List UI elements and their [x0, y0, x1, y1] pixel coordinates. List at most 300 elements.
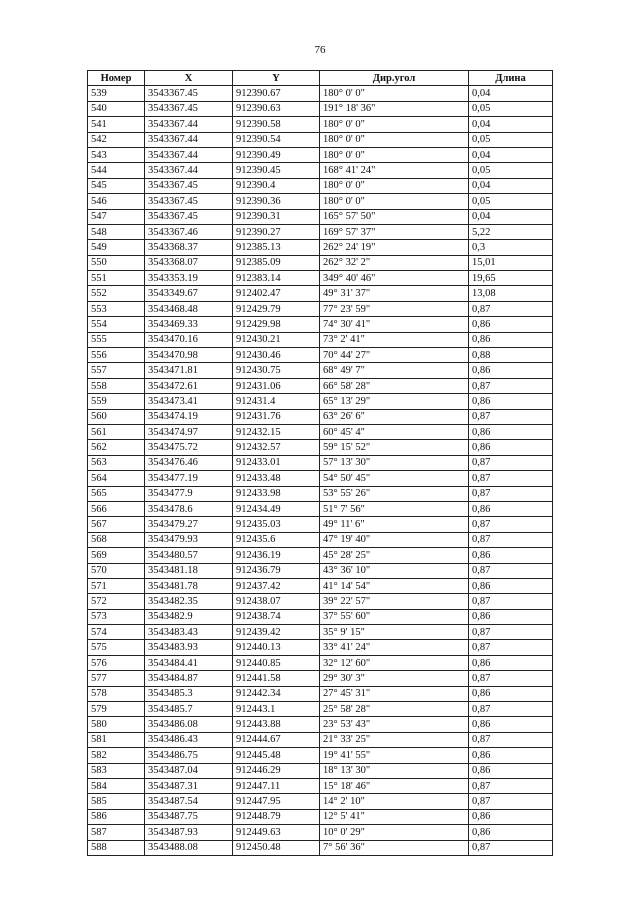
cell-direction-angle: 47° 19' 40" [320, 532, 469, 547]
cell-y: 912443.1 [233, 702, 320, 717]
cell-y: 912444.67 [233, 732, 320, 747]
cell-number: 562 [88, 440, 145, 455]
cell-length: 0,87 [469, 471, 553, 486]
table-row [88, 455, 553, 470]
cell-direction-angle: 180° 0' 0" [320, 117, 469, 132]
cell-y: 912447.95 [233, 794, 320, 809]
cell-x: 3543470.98 [145, 348, 233, 363]
cell-y: 912430.21 [233, 332, 320, 347]
table-row [88, 194, 553, 209]
column-header-length: Длина [469, 71, 553, 86]
cell-length: 0,86 [469, 317, 553, 332]
cell-number: 554 [88, 317, 145, 332]
table-row [88, 594, 553, 609]
cell-direction-angle: 180° 0' 0" [320, 86, 469, 101]
cell-number: 572 [88, 594, 145, 609]
cell-number: 548 [88, 224, 145, 239]
cell-direction-angle: 37° 55' 60" [320, 609, 469, 624]
cell-x: 3543473.41 [145, 394, 233, 409]
cell-number: 552 [88, 286, 145, 301]
cell-direction-angle: 45° 28' 25" [320, 548, 469, 563]
cell-length: 0,87 [469, 455, 553, 470]
table-row [88, 224, 553, 239]
cell-x: 3543482.35 [145, 594, 233, 609]
table-row [88, 332, 553, 347]
cell-y: 912432.57 [233, 440, 320, 455]
table-row [88, 378, 553, 393]
cell-number: 582 [88, 748, 145, 763]
cell-number: 543 [88, 147, 145, 162]
cell-number: 547 [88, 209, 145, 224]
cell-number: 553 [88, 301, 145, 316]
cell-direction-angle: 33° 41' 24" [320, 640, 469, 655]
cell-number: 561 [88, 424, 145, 439]
table-row [88, 132, 553, 147]
cell-direction-angle: 73° 2' 41" [320, 332, 469, 347]
cell-direction-angle: 57° 13' 30" [320, 455, 469, 470]
cell-length: 0,87 [469, 563, 553, 578]
cell-x: 3543367.44 [145, 117, 233, 132]
cell-x: 3543484.41 [145, 655, 233, 670]
cell-length: 0,86 [469, 440, 553, 455]
cell-x: 3543485.3 [145, 686, 233, 701]
cell-y: 912390.45 [233, 163, 320, 178]
page-number: 76 [314, 44, 326, 56]
cell-x: 3543474.19 [145, 409, 233, 424]
cell-x: 3543479.93 [145, 532, 233, 547]
table-row [88, 532, 553, 547]
table-row [88, 686, 553, 701]
cell-direction-angle: 15° 18' 46" [320, 778, 469, 793]
cell-length: 0,3 [469, 240, 553, 255]
cell-number: 571 [88, 578, 145, 593]
cell-y: 912436.79 [233, 563, 320, 578]
cell-length: 0,88 [469, 348, 553, 363]
cell-direction-angle: 349° 40' 46" [320, 271, 469, 286]
cell-y: 912440.85 [233, 655, 320, 670]
cell-y: 912402.47 [233, 286, 320, 301]
cell-x: 3543477.9 [145, 486, 233, 501]
cell-length: 0,87 [469, 486, 553, 501]
cell-direction-angle: 51° 7' 56" [320, 501, 469, 516]
table-row [88, 778, 553, 793]
column-header-x: X [145, 71, 233, 86]
cell-direction-angle: 7° 56' 36" [320, 840, 469, 855]
cell-length: 0,05 [469, 101, 553, 116]
cell-y: 912385.13 [233, 240, 320, 255]
cell-number: 563 [88, 455, 145, 470]
table-row [88, 240, 553, 255]
cell-y: 912450.48 [233, 840, 320, 855]
cell-y: 912390.4 [233, 178, 320, 193]
cell-length: 0,87 [469, 594, 553, 609]
cell-direction-angle: 66° 58' 28" [320, 378, 469, 393]
cell-x: 3543353.19 [145, 271, 233, 286]
cell-number: 579 [88, 702, 145, 717]
cell-length: 0,86 [469, 578, 553, 593]
cell-x: 3543487.93 [145, 825, 233, 840]
table-row [88, 794, 553, 809]
cell-direction-angle: 39° 22' 57" [320, 594, 469, 609]
cell-length: 0,87 [469, 702, 553, 717]
table-row [88, 748, 553, 763]
cell-y: 912433.01 [233, 455, 320, 470]
cell-direction-angle: 168° 41' 24" [320, 163, 469, 178]
table-row [88, 286, 553, 301]
cell-length: 0,04 [469, 209, 553, 224]
cell-number: 564 [88, 471, 145, 486]
cell-direction-angle: 19° 41' 55" [320, 748, 469, 763]
table-row [88, 471, 553, 486]
cell-y: 912437.42 [233, 578, 320, 593]
cell-length: 0,04 [469, 86, 553, 101]
cell-direction-angle: 74° 30' 41" [320, 317, 469, 332]
cell-number: 570 [88, 563, 145, 578]
cell-y: 912431.4 [233, 394, 320, 409]
cell-y: 912390.36 [233, 194, 320, 209]
table-row [88, 163, 553, 178]
cell-number: 551 [88, 271, 145, 286]
cell-x: 3543478.6 [145, 501, 233, 516]
cell-y: 912431.76 [233, 409, 320, 424]
cell-length: 0,04 [469, 178, 553, 193]
cell-y: 912383.14 [233, 271, 320, 286]
cell-x: 3543475.72 [145, 440, 233, 455]
cell-number: 581 [88, 732, 145, 747]
cell-direction-angle: 29° 30' 3" [320, 671, 469, 686]
cell-direction-angle: 191° 18' 36" [320, 101, 469, 116]
cell-length: 0,87 [469, 409, 553, 424]
cell-direction-angle: 180° 0' 0" [320, 178, 469, 193]
table-row [88, 840, 553, 855]
cell-y: 912390.54 [233, 132, 320, 147]
cell-x: 3543482.9 [145, 609, 233, 624]
cell-direction-angle: 70° 44' 27" [320, 348, 469, 363]
cell-y: 912429.79 [233, 301, 320, 316]
column-header-number: Номер [88, 71, 145, 86]
cell-length: 0,86 [469, 686, 553, 701]
cell-number: 587 [88, 825, 145, 840]
cell-number: 566 [88, 501, 145, 516]
cell-length: 0,86 [469, 748, 553, 763]
table-row [88, 717, 553, 732]
table-row [88, 517, 553, 532]
cell-x: 3543481.18 [145, 563, 233, 578]
cell-y: 912440.13 [233, 640, 320, 655]
cell-length: 0,86 [469, 424, 553, 439]
cell-direction-angle: 32° 12' 60" [320, 655, 469, 670]
cell-x: 3543472.61 [145, 378, 233, 393]
table-row [88, 655, 553, 670]
cell-direction-angle: 54° 50' 45" [320, 471, 469, 486]
cell-length: 0,86 [469, 655, 553, 670]
cell-length: 0,87 [469, 640, 553, 655]
cell-number: 588 [88, 840, 145, 855]
cell-length: 0,87 [469, 517, 553, 532]
cell-direction-angle: 180° 0' 0" [320, 147, 469, 162]
table-row [88, 101, 553, 116]
cell-direction-angle: 49° 11' 6" [320, 517, 469, 532]
cell-x: 3543480.57 [145, 548, 233, 563]
cell-y: 912430.46 [233, 348, 320, 363]
cell-x: 3543487.54 [145, 794, 233, 809]
table-row [88, 578, 553, 593]
cell-y: 912436.19 [233, 548, 320, 563]
cell-number: 559 [88, 394, 145, 409]
cell-direction-angle: 10° 0' 29" [320, 825, 469, 840]
cell-length: 0,86 [469, 609, 553, 624]
cell-x: 3543469.33 [145, 317, 233, 332]
cell-y: 912390.27 [233, 224, 320, 239]
cell-y: 912443.88 [233, 717, 320, 732]
cell-length: 0,86 [469, 363, 553, 378]
table-row [88, 209, 553, 224]
cell-length: 13,08 [469, 286, 553, 301]
cell-direction-angle: 49° 31' 37" [320, 286, 469, 301]
cell-number: 584 [88, 778, 145, 793]
cell-x: 3543483.93 [145, 640, 233, 655]
cell-y: 912438.07 [233, 594, 320, 609]
cell-number: 556 [88, 348, 145, 363]
column-header-y: Y [233, 71, 320, 86]
cell-direction-angle: 25° 58' 28" [320, 702, 469, 717]
cell-direction-angle: 169° 57' 37" [320, 224, 469, 239]
cell-x: 3543485.7 [145, 702, 233, 717]
cell-x: 3543471.81 [145, 363, 233, 378]
cell-length: 0,86 [469, 332, 553, 347]
cell-number: 545 [88, 178, 145, 193]
cell-number: 569 [88, 548, 145, 563]
cell-direction-angle: 35° 9' 15" [320, 625, 469, 640]
table-row [88, 394, 553, 409]
table-row [88, 348, 553, 363]
cell-y: 912442.34 [233, 686, 320, 701]
cell-y: 912439.42 [233, 625, 320, 640]
cell-direction-angle: 77° 23' 59" [320, 301, 469, 316]
cell-number: 580 [88, 717, 145, 732]
cell-x: 3543367.45 [145, 194, 233, 209]
cell-x: 3543368.37 [145, 240, 233, 255]
table-row [88, 809, 553, 824]
cell-number: 546 [88, 194, 145, 209]
cell-y: 912390.67 [233, 86, 320, 101]
cell-direction-angle: 23° 53' 43" [320, 717, 469, 732]
cell-number: 576 [88, 655, 145, 670]
cell-direction-angle: 68° 49' 7" [320, 363, 469, 378]
cell-number: 574 [88, 625, 145, 640]
cell-y: 912385.09 [233, 255, 320, 270]
cell-x: 3543468.48 [145, 301, 233, 316]
coordinates-table [87, 70, 553, 856]
cell-number: 539 [88, 86, 145, 101]
table-header-row [88, 71, 553, 86]
table-row [88, 501, 553, 516]
cell-y: 912390.31 [233, 209, 320, 224]
cell-number: 575 [88, 640, 145, 655]
cell-length: 0,05 [469, 132, 553, 147]
table-row [88, 625, 553, 640]
cell-number: 549 [88, 240, 145, 255]
cell-length: 0,87 [469, 301, 553, 316]
cell-y: 912431.06 [233, 378, 320, 393]
cell-direction-angle: 21° 33' 25" [320, 732, 469, 747]
table-row [88, 255, 553, 270]
cell-x: 3543487.04 [145, 763, 233, 778]
cell-y: 912435.03 [233, 517, 320, 532]
table-row [88, 671, 553, 686]
cell-direction-angle: 165° 57' 50" [320, 209, 469, 224]
cell-number: 573 [88, 609, 145, 624]
cell-length: 0,87 [469, 671, 553, 686]
table-row [88, 702, 553, 717]
cell-number: 558 [88, 378, 145, 393]
cell-length: 19,65 [469, 271, 553, 286]
cell-number: 567 [88, 517, 145, 532]
table-body [88, 86, 553, 856]
cell-x: 3543367.46 [145, 224, 233, 239]
table-row [88, 486, 553, 501]
cell-direction-angle: 262° 32' 2" [320, 255, 469, 270]
table-row [88, 563, 553, 578]
cell-number: 586 [88, 809, 145, 824]
cell-x: 3543477.19 [145, 471, 233, 486]
cell-direction-angle: 18° 13' 30" [320, 763, 469, 778]
cell-y: 912429.98 [233, 317, 320, 332]
cell-length: 0,87 [469, 625, 553, 640]
cell-direction-angle: 59° 15' 52" [320, 440, 469, 455]
table-row [88, 548, 553, 563]
cell-number: 541 [88, 117, 145, 132]
cell-length: 0,87 [469, 532, 553, 547]
cell-y: 912447.11 [233, 778, 320, 793]
cell-number: 577 [88, 671, 145, 686]
cell-x: 3543367.45 [145, 209, 233, 224]
cell-x: 3543367.44 [145, 163, 233, 178]
cell-y: 912446.29 [233, 763, 320, 778]
cell-direction-angle: 60° 45' 4" [320, 424, 469, 439]
cell-direction-angle: 180° 0' 0" [320, 194, 469, 209]
cell-number: 585 [88, 794, 145, 809]
cell-y: 912390.58 [233, 117, 320, 132]
table-row [88, 317, 553, 332]
cell-x: 3543488.08 [145, 840, 233, 855]
cell-y: 912433.48 [233, 471, 320, 486]
cell-length: 0,05 [469, 163, 553, 178]
cell-y: 912435.6 [233, 532, 320, 547]
table-row [88, 271, 553, 286]
cell-direction-angle: 14° 2' 10" [320, 794, 469, 809]
cell-y: 912438.74 [233, 609, 320, 624]
cell-x: 3543367.45 [145, 101, 233, 116]
cell-length: 0,04 [469, 147, 553, 162]
cell-length: 0,86 [469, 825, 553, 840]
cell-y: 912433.98 [233, 486, 320, 501]
table-row [88, 732, 553, 747]
cell-y: 912448.79 [233, 809, 320, 824]
cell-x: 3543484.87 [145, 671, 233, 686]
cell-x: 3543367.45 [145, 178, 233, 193]
cell-length: 0,86 [469, 809, 553, 824]
cell-length: 0,86 [469, 763, 553, 778]
cell-y: 912390.63 [233, 101, 320, 116]
cell-direction-angle: 180° 0' 0" [320, 132, 469, 147]
cell-number: 565 [88, 486, 145, 501]
cell-y: 912390.49 [233, 147, 320, 162]
table-row [88, 363, 553, 378]
cell-length: 0,86 [469, 394, 553, 409]
cell-length: 0,04 [469, 117, 553, 132]
cell-direction-angle: 65° 13' 29" [320, 394, 469, 409]
column-header-direction-angle: Дир.угол [320, 71, 469, 86]
cell-direction-angle: 63° 26' 6" [320, 409, 469, 424]
table-row [88, 147, 553, 162]
table-row [88, 86, 553, 101]
cell-length: 0,87 [469, 794, 553, 809]
cell-number: 550 [88, 255, 145, 270]
table-row [88, 301, 553, 316]
cell-length: 5,22 [469, 224, 553, 239]
cell-x: 3543483.43 [145, 625, 233, 640]
cell-x: 3543479.27 [145, 517, 233, 532]
cell-x: 3543368.07 [145, 255, 233, 270]
cell-number: 578 [88, 686, 145, 701]
table-row [88, 117, 553, 132]
cell-length: 0,05 [469, 194, 553, 209]
cell-x: 3543487.31 [145, 778, 233, 793]
cell-number: 583 [88, 763, 145, 778]
table-row [88, 825, 553, 840]
cell-number: 557 [88, 363, 145, 378]
table-row [88, 763, 553, 778]
cell-length: 0,87 [469, 732, 553, 747]
cell-y: 912449.63 [233, 825, 320, 840]
table-row [88, 640, 553, 655]
cell-direction-angle: 12° 5' 41" [320, 809, 469, 824]
cell-y: 912441.58 [233, 671, 320, 686]
cell-y: 912445.48 [233, 748, 320, 763]
cell-number: 540 [88, 101, 145, 116]
cell-x: 3543486.75 [145, 748, 233, 763]
cell-x: 3543486.43 [145, 732, 233, 747]
cell-x: 3543367.44 [145, 147, 233, 162]
cell-x: 3543487.75 [145, 809, 233, 824]
table-row [88, 424, 553, 439]
cell-length: 0,87 [469, 778, 553, 793]
table-row [88, 440, 553, 455]
cell-x: 3543474.97 [145, 424, 233, 439]
cell-direction-angle: 262° 24' 19" [320, 240, 469, 255]
cell-x: 3543367.44 [145, 132, 233, 147]
cell-y: 912432.15 [233, 424, 320, 439]
cell-x: 3543481.78 [145, 578, 233, 593]
cell-length: 0,86 [469, 501, 553, 516]
cell-x: 3543470.16 [145, 332, 233, 347]
cell-length: 0,86 [469, 717, 553, 732]
table-row [88, 609, 553, 624]
cell-number: 542 [88, 132, 145, 147]
cell-number: 555 [88, 332, 145, 347]
cell-x: 3543367.45 [145, 86, 233, 101]
cell-length: 0,87 [469, 378, 553, 393]
table-row [88, 178, 553, 193]
cell-direction-angle: 27° 45' 31" [320, 686, 469, 701]
cell-length: 0,86 [469, 548, 553, 563]
cell-direction-angle: 41° 14' 54" [320, 578, 469, 593]
cell-length: 0,87 [469, 840, 553, 855]
cell-number: 560 [88, 409, 145, 424]
cell-direction-angle: 43° 36' 10" [320, 563, 469, 578]
cell-y: 912430.75 [233, 363, 320, 378]
